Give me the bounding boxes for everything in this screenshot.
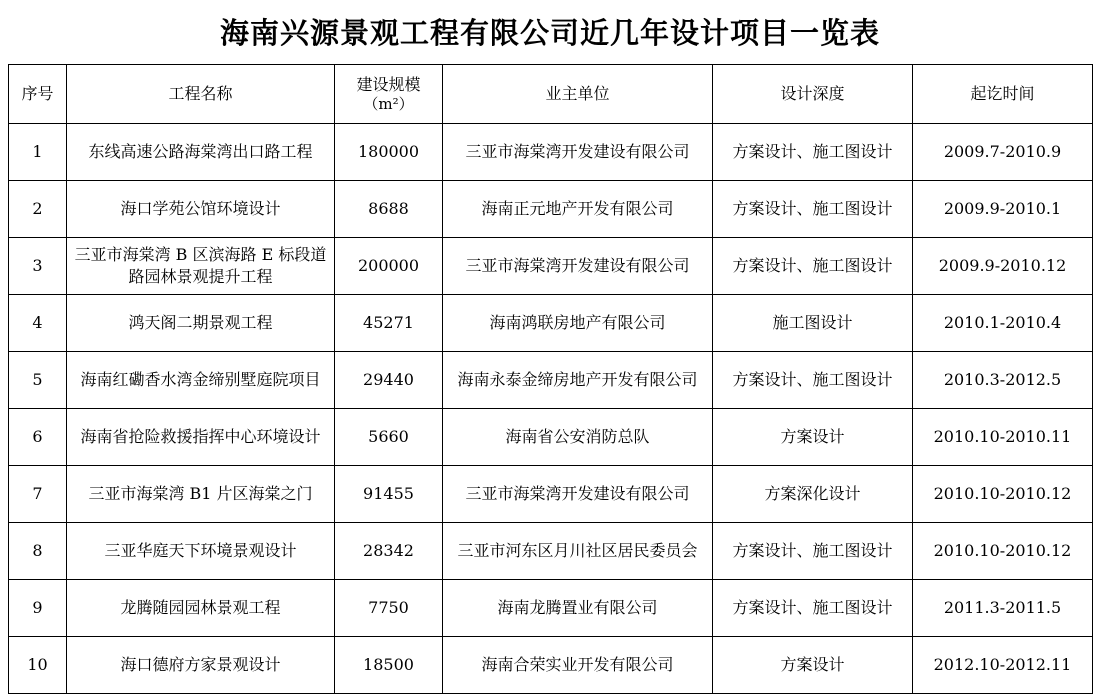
table-body bbox=[9, 124, 1093, 694]
cell-no: 5 bbox=[9, 352, 67, 409]
cell-scale: 7750 bbox=[335, 580, 443, 637]
cell-time: 2010.10-2010.12 bbox=[913, 523, 1093, 580]
cell-time: 2010.10-2010.11 bbox=[913, 409, 1093, 466]
cell-time: 2010.3-2012.5 bbox=[913, 352, 1093, 409]
table-row bbox=[9, 580, 1093, 637]
cell-scale: 45271 bbox=[335, 295, 443, 352]
column-header-time: 起讫时间 bbox=[913, 65, 1093, 124]
cell-project-name: 三亚市海棠湾 B1 片区海棠之门 bbox=[67, 466, 335, 523]
cell-scale: 200000 bbox=[335, 238, 443, 295]
column-header-owner: 业主单位 bbox=[443, 65, 713, 124]
cell-owner: 海南龙腾置业有限公司 bbox=[443, 580, 713, 637]
cell-project-name: 海南红磡香水湾金缔别墅庭院项目 bbox=[67, 352, 335, 409]
cell-time: 2009.7-2010.9 bbox=[913, 124, 1093, 181]
cell-project-name: 三亚华庭天下环境景观设计 bbox=[67, 523, 335, 580]
project-list-table bbox=[8, 64, 1093, 694]
cell-design-depth: 方案深化设计 bbox=[713, 466, 913, 523]
table-header-row bbox=[9, 65, 1093, 124]
cell-scale: 5660 bbox=[335, 409, 443, 466]
cell-no: 1 bbox=[9, 124, 67, 181]
cell-owner: 海南正元地产开发有限公司 bbox=[443, 181, 713, 238]
cell-design-depth: 方案设计、施工图设计 bbox=[713, 352, 913, 409]
column-header-scale-unit: （m²） bbox=[363, 95, 414, 114]
cell-no: 3 bbox=[9, 238, 67, 295]
cell-owner: 三亚市海棠湾开发建设有限公司 bbox=[443, 238, 713, 295]
cell-scale: 28342 bbox=[335, 523, 443, 580]
column-header-no: 序号 bbox=[9, 65, 67, 124]
cell-owner: 海南永泰金缔房地产开发有限公司 bbox=[443, 352, 713, 409]
cell-time: 2009.9-2010.12 bbox=[913, 238, 1093, 295]
cell-scale: 8688 bbox=[335, 181, 443, 238]
table-row bbox=[9, 637, 1093, 694]
cell-no: 6 bbox=[9, 409, 67, 466]
cell-owner: 海南鸿联房地产有限公司 bbox=[443, 295, 713, 352]
column-header-scale bbox=[335, 65, 443, 124]
cell-scale: 91455 bbox=[335, 466, 443, 523]
cell-design-depth: 方案设计、施工图设计 bbox=[713, 181, 913, 238]
cell-project-name: 东线高速公路海棠湾出口路工程 bbox=[67, 124, 335, 181]
column-header-depth: 设计深度 bbox=[713, 65, 913, 124]
table-row bbox=[9, 409, 1093, 466]
cell-scale: 29440 bbox=[335, 352, 443, 409]
cell-time: 2012.10-2012.11 bbox=[913, 637, 1093, 694]
table-header bbox=[9, 65, 1093, 124]
cell-design-depth: 方案设计、施工图设计 bbox=[713, 238, 913, 295]
table-row bbox=[9, 238, 1093, 295]
table-row bbox=[9, 352, 1093, 409]
table-container bbox=[0, 64, 1100, 694]
table-row bbox=[9, 124, 1093, 181]
cell-owner: 三亚市河东区月川社区居民委员会 bbox=[443, 523, 713, 580]
cell-design-depth: 施工图设计 bbox=[713, 295, 913, 352]
cell-project-name: 海口德府方家景观设计 bbox=[67, 637, 335, 694]
cell-no: 10 bbox=[9, 637, 67, 694]
cell-design-depth: 方案设计、施工图设计 bbox=[713, 124, 913, 181]
page-title: 海南兴源景观工程有限公司近几年设计项目一览表 bbox=[219, 16, 880, 50]
cell-time: 2011.3-2011.5 bbox=[913, 580, 1093, 637]
cell-no: 8 bbox=[9, 523, 67, 580]
cell-no: 7 bbox=[9, 466, 67, 523]
cell-owner: 三亚市海棠湾开发建设有限公司 bbox=[443, 124, 713, 181]
cell-design-depth: 方案设计、施工图设计 bbox=[713, 580, 913, 637]
cell-time: 2009.9-2010.1 bbox=[913, 181, 1093, 238]
cell-project-name: 鸿天阁二期景观工程 bbox=[67, 295, 335, 352]
cell-project-name: 龙腾随园园林景观工程 bbox=[67, 580, 335, 637]
table-row bbox=[9, 523, 1093, 580]
cell-design-depth: 方案设计、施工图设计 bbox=[713, 523, 913, 580]
column-header-name: 工程名称 bbox=[67, 65, 335, 124]
cell-owner: 海南省公安消防总队 bbox=[443, 409, 713, 466]
cell-time: 2010.10-2010.12 bbox=[913, 466, 1093, 523]
cell-owner: 三亚市海棠湾开发建设有限公司 bbox=[443, 466, 713, 523]
table-row bbox=[9, 181, 1093, 238]
cell-design-depth: 方案设计 bbox=[713, 637, 913, 694]
cell-project-name: 海口学苑公馆环境设计 bbox=[67, 181, 335, 238]
cell-project-name: 海南省抢险救援指挥中心环境设计 bbox=[67, 409, 335, 466]
table-row bbox=[9, 295, 1093, 352]
column-header-scale-label: 建设规模 bbox=[356, 74, 421, 94]
cell-no: 9 bbox=[9, 580, 67, 637]
cell-no: 2 bbox=[9, 181, 67, 238]
table-row bbox=[9, 466, 1093, 523]
cell-no: 4 bbox=[9, 295, 67, 352]
cell-design-depth: 方案设计 bbox=[713, 409, 913, 466]
cell-time: 2010.1-2010.4 bbox=[913, 295, 1093, 352]
cell-owner: 海南合荣实业开发有限公司 bbox=[443, 637, 713, 694]
cell-scale: 180000 bbox=[335, 124, 443, 181]
cell-project-name: 三亚市海棠湾 B 区滨海路 E 标段道路园林景观提升工程 bbox=[67, 238, 335, 295]
cell-scale: 18500 bbox=[335, 637, 443, 694]
